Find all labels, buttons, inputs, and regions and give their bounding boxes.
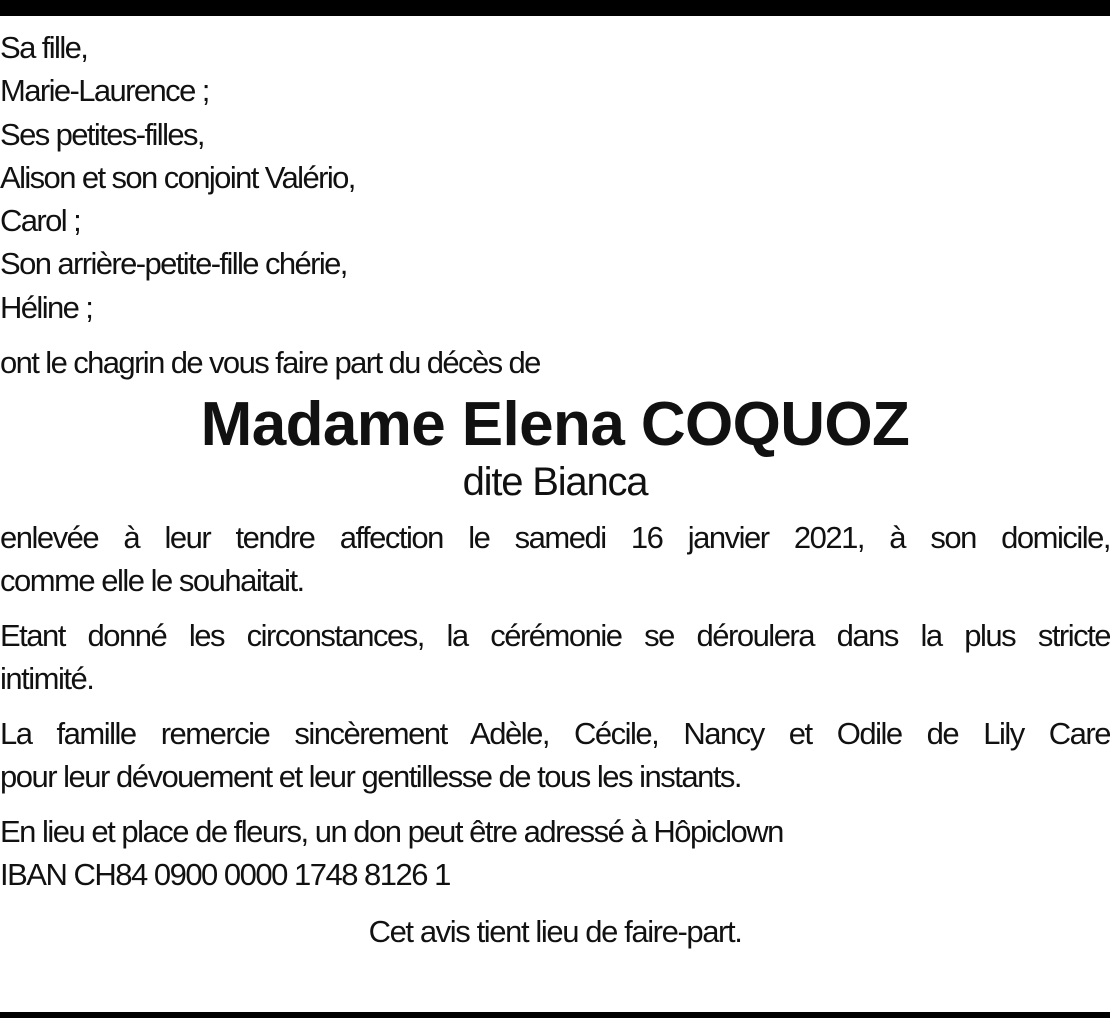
top-border-rule xyxy=(0,0,1110,16)
family-line-daughter-name: Marie-Laurence ; xyxy=(0,73,209,109)
family-line-great-granddaughter-label: Son arrière-petite-fille chérie, xyxy=(0,246,347,282)
donation-paragraph-line: En lieu et place de fleurs, un don peut être adressé à Hôpiclown xyxy=(0,814,783,850)
iban-line: IBAN CH84 0900 0000 1748 8126 1 xyxy=(0,857,450,893)
closing-note: Cet avis tient lieu de faire-part. xyxy=(368,914,742,950)
ceremony-paragraph xyxy=(0,614,1110,700)
obituary-notice xyxy=(0,26,1110,953)
death-paragraph-line: comme elle le souhaitait. xyxy=(0,563,304,599)
thanks-paragraph-line: La famille remercie sincèrement Adèle, Cécile, Nancy et Odile de Lily Care xyxy=(0,716,1110,752)
announcement-intro: ont le chagrin de vous faire part du décès de xyxy=(0,345,540,381)
ceremony-paragraph-line: Etant donné les circonstances, la cérémonie se déroulera dans la plus stricte xyxy=(0,618,1110,654)
family-line-great-granddaughter-name: Héline ; xyxy=(0,289,93,325)
donation-paragraph xyxy=(0,810,1110,896)
family-line-granddaughter-alison: Alison et son conjoint Valério, xyxy=(0,159,355,195)
thanks-paragraph-line: pour leur dévouement et leur gentillesse de tous les instants. xyxy=(0,759,742,795)
thanks-paragraph xyxy=(0,712,1110,798)
family-line-granddaughter-carol: Carol ; xyxy=(0,203,81,239)
bottom-border-rule xyxy=(0,1012,1110,1018)
family-line-granddaughters-label: Ses petites-filles, xyxy=(0,116,204,152)
ceremony-paragraph-line: intimité. xyxy=(0,661,94,697)
family-line-daughter-label: Sa fille, xyxy=(0,30,88,65)
deceased-name: Madame Elena COQUOZ xyxy=(200,390,910,460)
family-list xyxy=(0,26,1110,329)
death-paragraph xyxy=(0,516,1110,602)
death-paragraph-line: enlevée à leur tendre affection le samedi 16 janvier 2021, à son domicile, xyxy=(0,520,1110,556)
deceased-nickname: dite Bianca xyxy=(462,460,648,505)
